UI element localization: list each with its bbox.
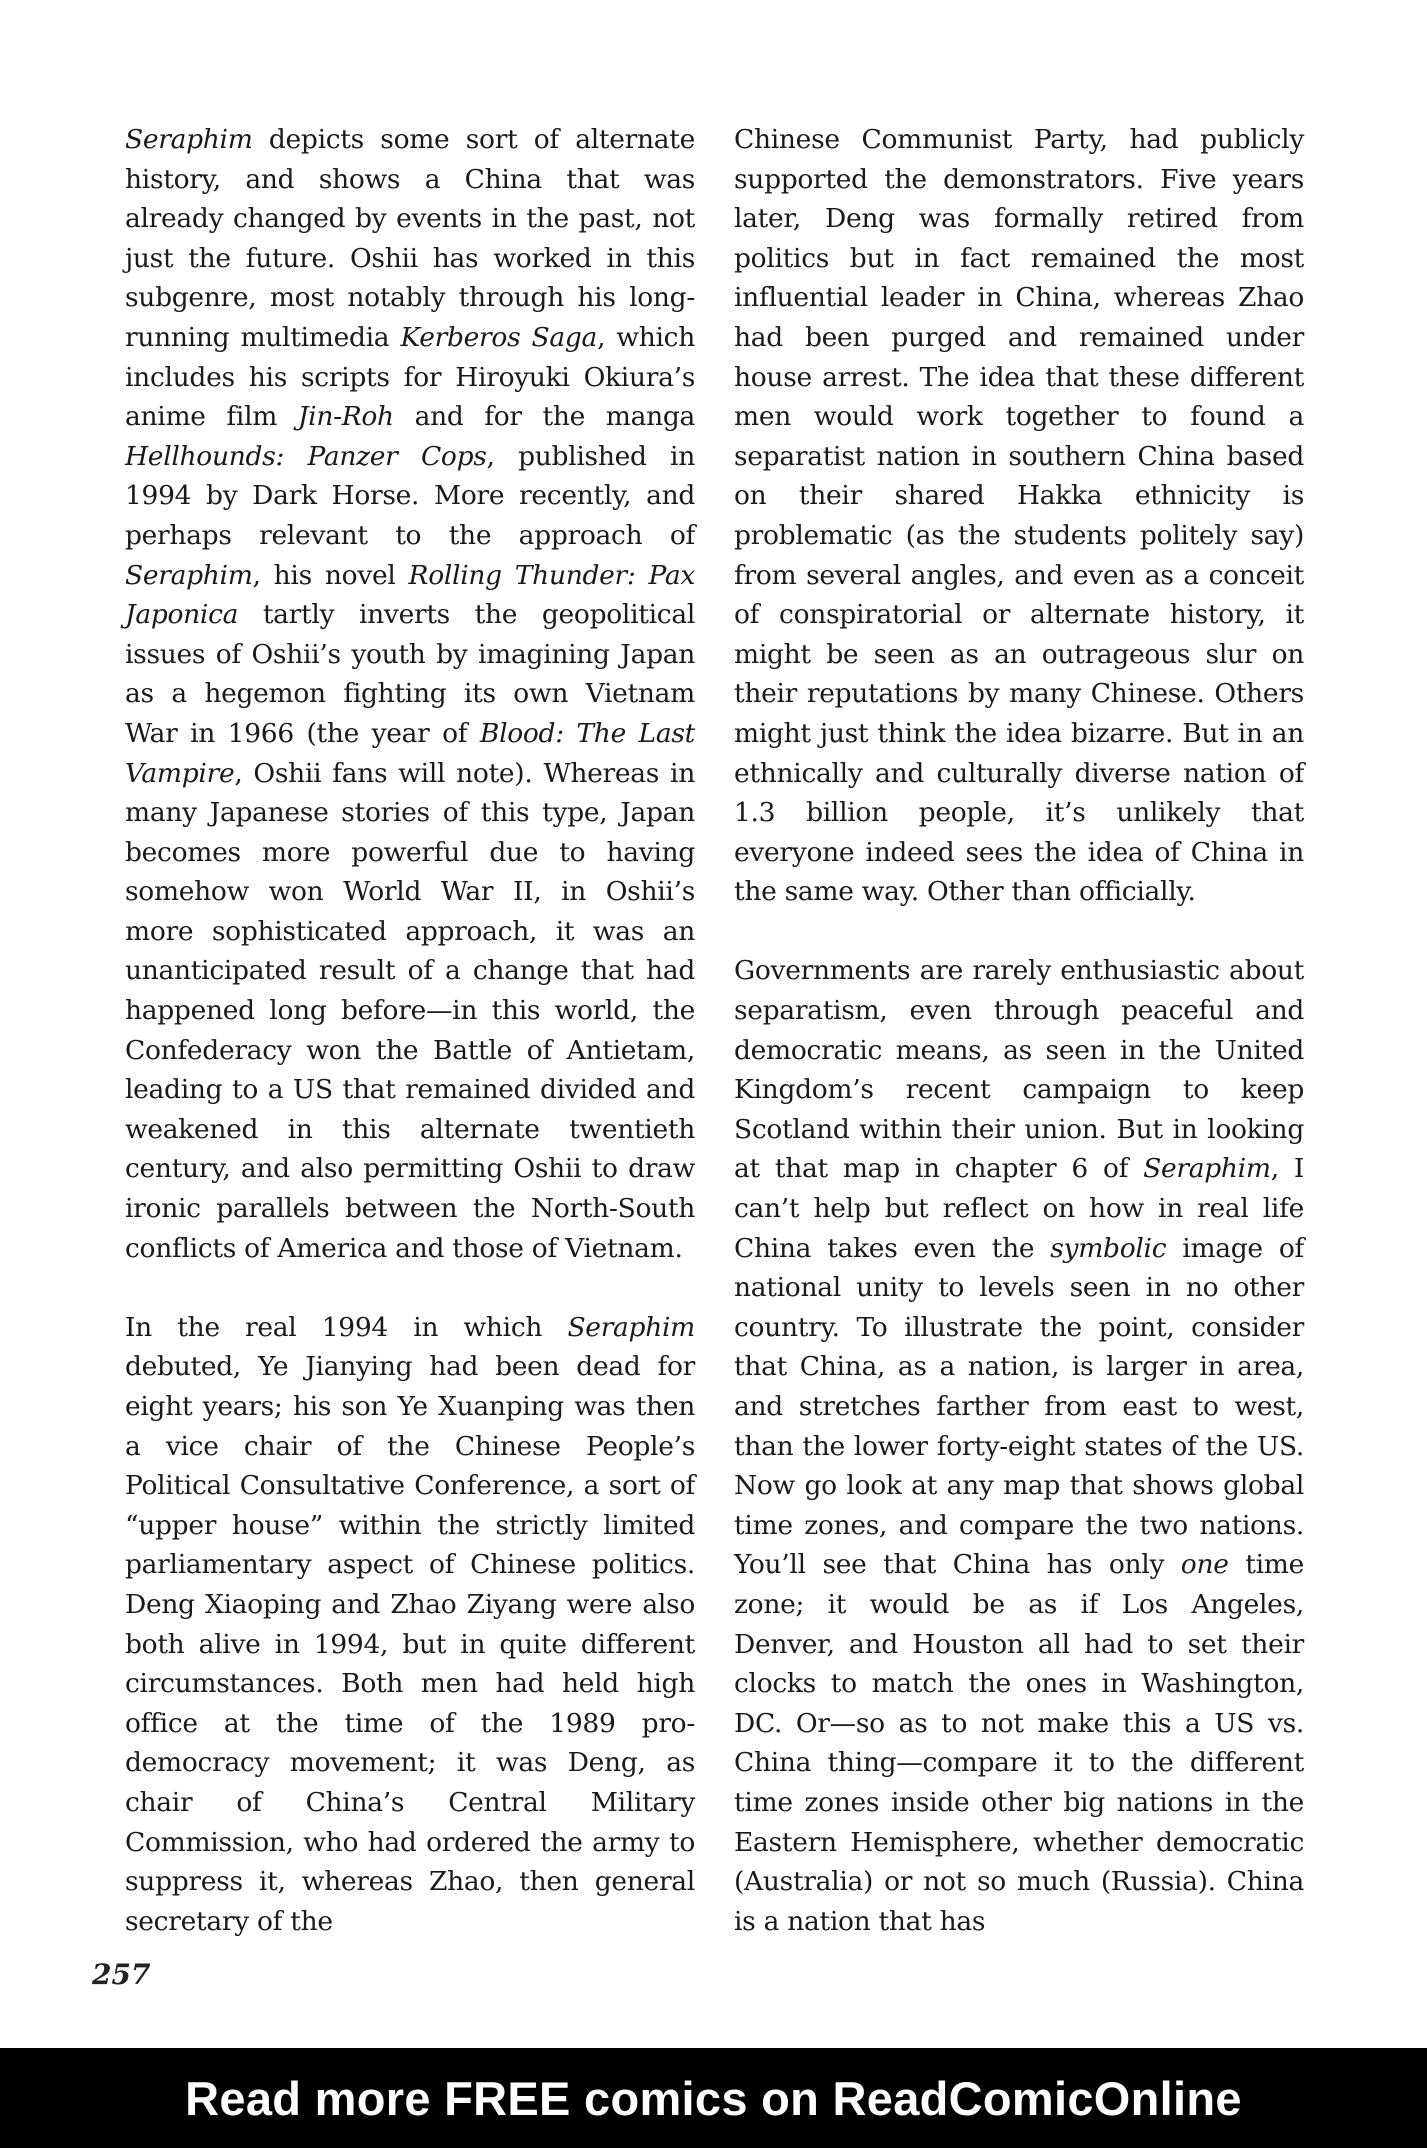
text-run: , his novel	[252, 559, 409, 591]
text-run: image of national unity to levels seen in no other country. To illustrate the point, consider that China, as a nation, is larger in area, and stretches farther from east to west, than the lower forty-eight states of the US. Now go look at any map that shows global time zones, and compare the two nations. You’ll see that China has only	[734, 1232, 1304, 1581]
right-text-column	[734, 120, 1304, 1941]
text-run: , Oshii fans will note). Whereas in many Japanese stories of this type, Japan becomes more powerful due to having somehow won World War II, in Oshii’s more sophisticated approach, it was an unanticipated result of a change that had happened long before—in this world, the Confederacy won the Battle of Antietam, leading to a US that remained divided and weakened in this alternate twentieth century, and also permitting Oshii to draw ironic parallels between the North-South conflicts of America and those of Vietnam.	[125, 757, 695, 1264]
page-number: 257	[92, 1958, 151, 1991]
italic-title: one	[1180, 1549, 1229, 1581]
italic-title: Rolling Thunder: Pax Japonica	[125, 559, 695, 631]
left-text-column	[125, 120, 695, 1941]
italic-title: Seraphim	[567, 1311, 695, 1343]
text-run: Governments are rarely enthusiastic about separatism, even through peaceful and democratic means, as seen in the United Kingdom’s recent campaign to keep Scotland within their union. But in looking at that map in chapter 6 of	[734, 955, 1304, 1185]
italic-title: Kerberos Saga	[400, 321, 598, 353]
italic-title: Seraphim	[1143, 1153, 1271, 1185]
italic-title: symbolic	[1050, 1232, 1167, 1264]
paragraph	[734, 120, 1304, 912]
paragraph	[125, 1308, 695, 1942]
text-run: , published in 1994 by Dark Horse. More recently, and perhaps relevant to the approach of	[125, 440, 696, 551]
text-run: In the real 1994 in which	[125, 1311, 568, 1343]
text-run: , which includes his scripts for Hiroyuki Okiura’s anime film	[125, 321, 695, 433]
italic-title: Seraphim	[125, 124, 253, 155]
text-run: depicts some sort of alternate history, and shows a China that was already changed by events in the past, not just the future. Oshii has worked in this subgenre, most notably through his long-running multimedia	[125, 124, 695, 353]
text-run: tartly inverts the geopolitical issues of Oshii’s youth by imagining Japan as a hegemon fighting its own Vietnam War in 1966 (the year of	[125, 599, 695, 749]
text-run: Chinese Communist Party, had publicly supported the demonstrators. Five years later, Deng was formally retired from politics but in fact remained the most influential leader in China, whereas Zhao had been purged and remained under house arrest. The idea that these different men would work together to found a separatist nation in southern China based on their shared Hakka ethnicity is problematic (as the students politely say) from several angles, and even as a conceit of conspiratorial or alternate history, it might be seen as an outrageous slur on their reputations by many Chinese. Others might just think the idea bizarre. But in an ethnically and culturally diverse nation of 1.3 billion people, it’s unlikely that everyone indeed sees the idea of China in the same way. Other than officially.	[734, 124, 1304, 908]
italic-title: Jin-Roh	[297, 401, 394, 433]
italic-title: Seraphim	[125, 559, 253, 591]
paragraph	[734, 951, 1304, 1941]
text-run: , I can’t help but reflect on how in real life China takes even the	[734, 1153, 1304, 1264]
paragraph	[125, 120, 695, 1268]
text-run: time zone; it would be as if Los Angeles, Denver, and Houston all had to set their clocks to match the ones in Washington, DC. Or—so as to not make this a US vs. China thing—compare it to the different time zones inside other big nations in the Eastern Hemisphere, whether democratic (Australia) or not so much (Russia). China is a nation that has	[734, 1549, 1305, 1937]
text-run: debuted, Ye Jianying had been dead for eight years; his son Ye Xuanping was then a vice chair of the Chinese People’s Political Consultative Conference, a sort of “upper house” within the strictly limited parliamentary aspect of Chinese politics. Deng Xiaoping and Zhao Ziyang were also both alive in 1994, but in quite different circumstances. Both men had held high office at the time of the 1989 pro-democracy movement; it was Deng, as chair of China’s Central Military Commission, who had ordered the army to suppress it, whereas Zhao, then general secretary of the	[125, 1351, 695, 1937]
promo-banner-text[interactable]: Read more FREE comics on ReadComicOnline	[185, 2071, 1242, 2125]
text-run: and for the manga	[393, 401, 695, 433]
italic-title: Blood: The Last Vampire	[125, 717, 696, 789]
italic-title: Hellhounds: Panzer Cops	[125, 440, 487, 472]
promo-banner[interactable]	[0, 2048, 1427, 2148]
